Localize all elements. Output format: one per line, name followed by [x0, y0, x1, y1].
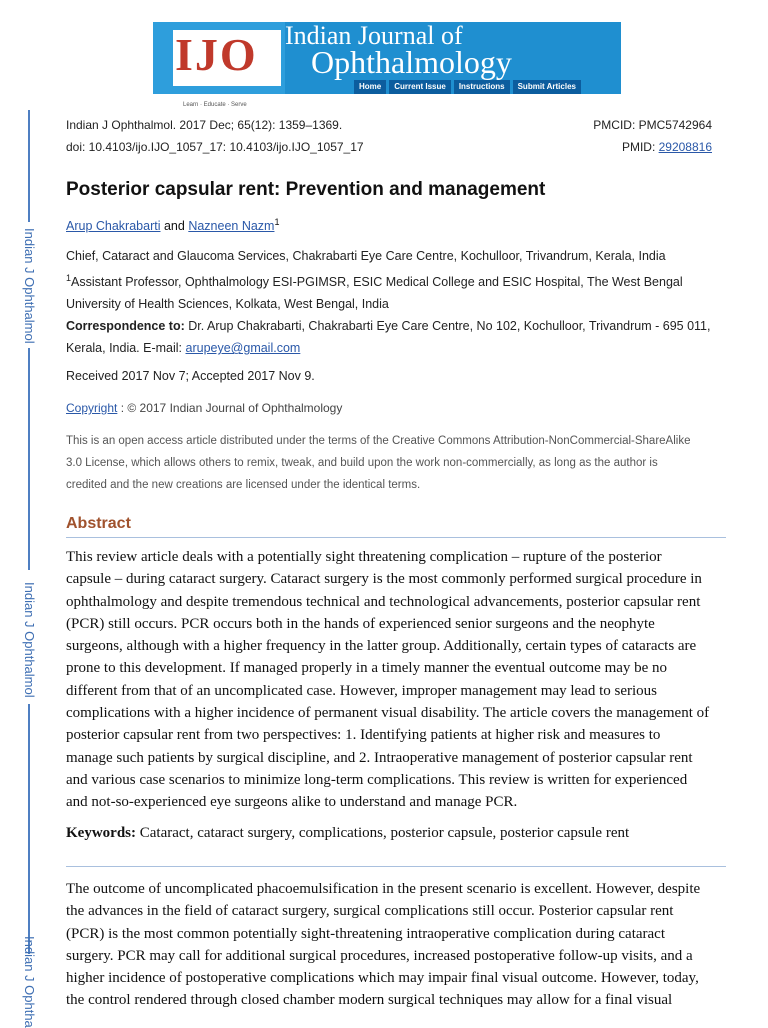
license-text — [66, 430, 730, 496]
correspondence-text: Dr. Arup Chakrabarti, Chakrabarti Eye Care Centre, No 102, Kochulloor, Trivandrum - 695 011, — [184, 319, 711, 334]
nav-submit-articles[interactable]: Submit Articles — [513, 80, 581, 94]
pmid-link[interactable]: 29208816 — [658, 140, 712, 154]
affiliation-sup: 1 — [66, 273, 72, 283]
abstract-line: complications with a higher incidence of permanent visual disability. The article covers the management of — [66, 705, 710, 722]
logo-tagline: Learn · Educate · Serve — [183, 102, 247, 108]
introduction-body — [66, 878, 730, 1012]
identifier-block — [593, 114, 712, 158]
affiliation-line: Chief, Cataract and Glaucoma Services, Chakrabarti Eye Care Centre, Kochulloor, Trivandrum, Kerala, India — [66, 249, 666, 263]
journal-banner — [153, 21, 621, 108]
abstract-line: This review article deals with a potentially sight threatening complication – rupture of the posterior — [66, 549, 662, 565]
side-label-text: Indian J Ophthalmol — [22, 228, 37, 344]
author-link[interactable]: Nazneen Nazm — [188, 219, 275, 234]
abstract-line: ophthalmology and despite tremendous technical and technological advancements, posterior capsular rent — [66, 593, 701, 610]
side-label-text: Indian J Ophthalmol — [22, 582, 37, 698]
side-rule — [28, 110, 30, 222]
citation-block — [66, 114, 364, 158]
nav-home[interactable]: Home — [354, 80, 386, 94]
abstract-line: and various case scenarios to minimize long-term complications. This review is written for experienced — [66, 771, 688, 788]
author-sup: 1 — [274, 217, 280, 227]
intro-line: The outcome of uncomplicated phacoemulsification in the present scenario is excellent. However, despite — [66, 881, 701, 897]
abstract-line: surgeons, although with a higher frequency in the latter group. Additionally, certain types of cataracts are — [66, 638, 697, 655]
pmid-label: PMID: — [621, 140, 659, 154]
intro-line: surgery. PCR may call for additional surgical procedures, increased postoperative follow-up visits, and a — [66, 947, 693, 964]
email-link[interactable]: arupeye@gmail.com — [185, 341, 301, 356]
intro-line: (PCR) is the most common potentially sight-threatening intraoperative complication during cataract — [66, 925, 666, 942]
abstract-body — [66, 546, 730, 814]
correspondence — [66, 315, 726, 337]
nav-current-issue[interactable]: Current Issue — [389, 80, 451, 94]
correspondence-line2 — [66, 337, 726, 359]
intro-line: the control rendered through closed chamber modern surgical techniques may allow for a final visual — [66, 992, 673, 1009]
author-link[interactable]: Arup Chakrabarti — [66, 219, 161, 234]
pmid-line — [593, 136, 712, 158]
affiliation-line — [66, 267, 726, 293]
side-label-2 — [20, 360, 38, 760]
abstract-line: manage such patients by surgical discipline, and 2. Intraoperative management of posterior capsular rent — [66, 749, 693, 766]
correspondence-label: Correspondence to: — [66, 319, 185, 334]
intro-line: higher incidence of postoperative complications which may impair final visual outcome. However, today, — [66, 970, 699, 987]
nav-instructions[interactable]: Instructions — [454, 80, 510, 94]
abstract-heading: Abstract — [66, 515, 131, 532]
keywords-text: Cataract, cataract surgery, complications, posterior capsule, posterior capsule rent — [136, 825, 630, 841]
side-label-1 — [20, 110, 38, 360]
journal-title-line1: Indian Journal of — [285, 21, 463, 50]
intro-line: the advances in the field of cataract surgery, surgical complications still occur. Posterior capsular rent — [66, 903, 674, 920]
license-line: 3.0 License, which allows others to remix, tweak, and build upon the work non-commercially, as long as the author is — [66, 457, 658, 469]
received-dates: Received 2017 Nov 7; Accepted 2017 Nov 9. — [66, 369, 315, 383]
license-line: credited and the new creations are licensed under the identical terms. — [66, 479, 421, 491]
copyright-text: : © 2017 Indian Journal of Ophthalmology — [117, 401, 343, 415]
authors-and: and — [160, 219, 189, 234]
side-rule — [28, 860, 30, 930]
abstract-line: different from that of an uncomplicated case. However, improper management may lead to serious — [66, 682, 657, 699]
abstract-line: posterior capsular rent from two perspectives: 1. Identifying patients at higher risk and measures to — [66, 727, 661, 744]
journal-logo[interactable] — [175, 29, 283, 108]
citation-line: Indian J Ophthalmol. 2017 Dec; 65(12): 1359–1369. — [66, 118, 343, 132]
journal-nav — [351, 80, 581, 94]
copyright — [66, 398, 342, 418]
license-line: This is an open access article distributed under the terms of the Creative Commons Attribution-NonCommercial-ShareAlike — [66, 435, 691, 447]
logo-text: IJO — [175, 29, 258, 80]
keywords — [66, 822, 730, 844]
article-title: Posterior capsular rent: Prevention and management — [66, 179, 546, 200]
abstract-line: (PCR) still occurs. PCR occurs both in the hands of experienced senior surgeons and the neophyte — [66, 615, 655, 632]
affiliation-line: University of Health Sciences, Kolkata, West Bengal, India — [66, 297, 389, 312]
abstract-line: and not-so-experienced eye surgeons alike to understand and manage PCR. — [66, 794, 518, 811]
keywords-label: Keywords: — [66, 825, 136, 841]
pmcid: PMCID: PMC5742964 — [593, 118, 712, 132]
doi-line: doi: 10.4103/ijo.IJO_1057_17: 10.4103/ijo.IJO_1057_17 — [66, 140, 364, 154]
authors — [66, 212, 279, 236]
abstract-line: prone to this development. If managed properly in a timely manner the eventual outcome may be no — [66, 660, 668, 677]
journal-title-line2: Ophthalmology — [311, 44, 512, 80]
section-rule — [66, 866, 726, 867]
correspondence-text: Kerala, India. E-mail: — [66, 341, 186, 356]
abstract-rule — [66, 537, 726, 538]
side-label-3 — [20, 800, 38, 1028]
affiliation-text: Assistant Professor, Ophthalmology ESI-PGIMSR, ESIC Medical College and ESIC Hospital, The West Bengal — [71, 275, 683, 290]
copyright-link[interactable]: Copyright — [66, 401, 118, 415]
side-label-text: Indian J Ophtha — [22, 936, 37, 1028]
affiliations — [66, 245, 726, 359]
side-rule — [28, 440, 30, 570]
abstract-line: capsule – during cataract surgery. Cataract surgery is the most commonly performed surgical procedure in — [66, 571, 702, 588]
